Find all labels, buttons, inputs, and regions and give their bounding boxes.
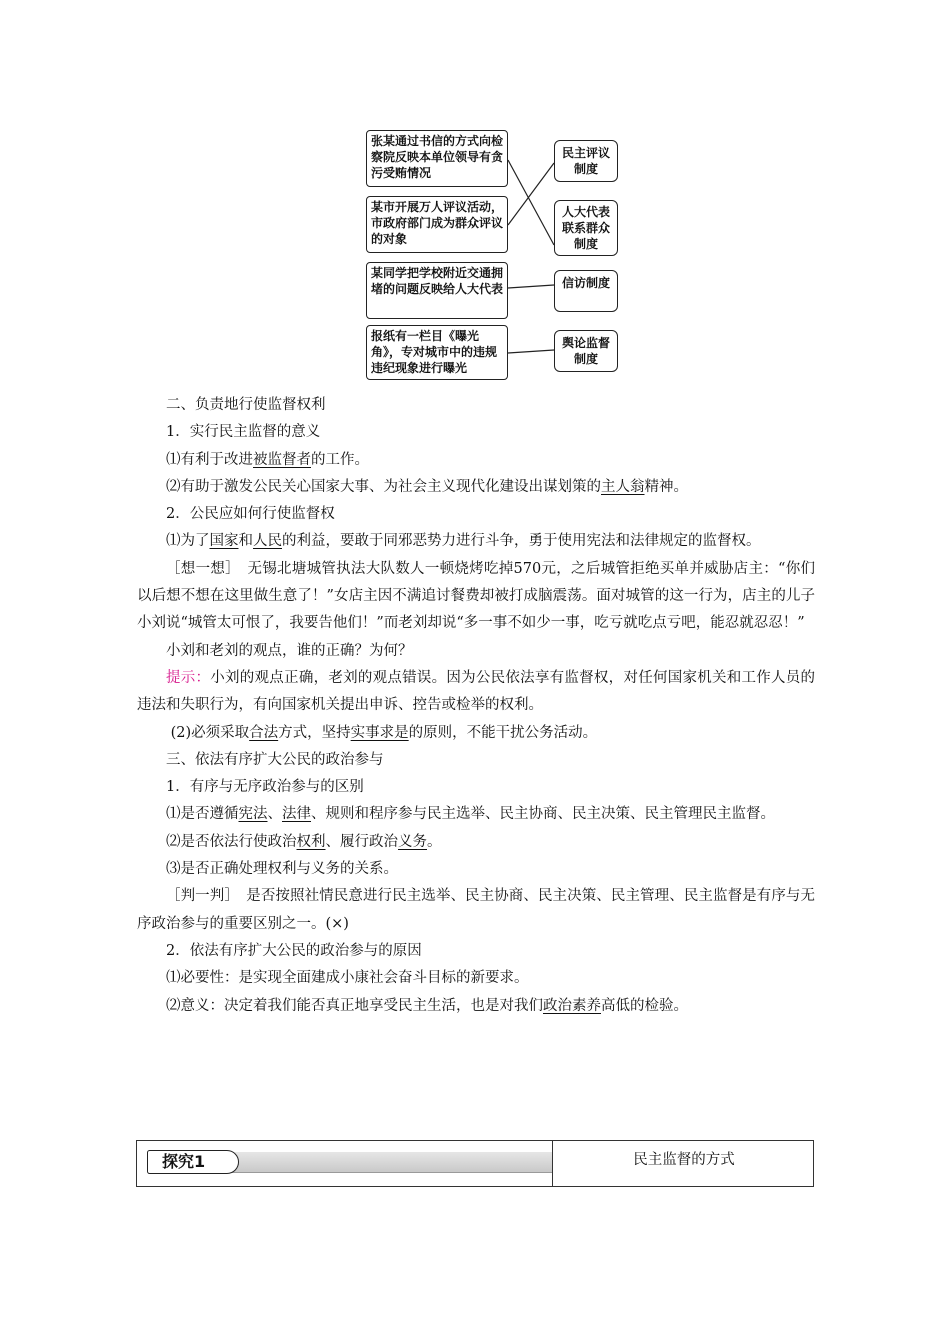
key-term: 被监督者: [253, 451, 311, 468]
paragraph: ⑴必要性：是实现全面建成小康社会奋斗目标的新要求。: [166, 970, 529, 987]
paragraph: ⑶是否正确处理权利与义务的关系。: [166, 861, 398, 878]
subheading: 1．实行民主监督的意义: [166, 424, 321, 441]
question: 小刘和老刘的观点，谁的正确？为何？: [166, 642, 413, 659]
subheading: 2．公民应如何行使监督权: [166, 506, 335, 523]
key-term: 人民: [253, 533, 282, 550]
key-term: 法律: [282, 806, 311, 823]
key-term: 权利: [296, 833, 326, 850]
paragraph: ⑵是否依法行使政治权利、履行政治义务。: [166, 833, 442, 850]
system-box-1: 民主评议制度: [554, 140, 618, 182]
example-box-2: 某市开展万人评议活动，市政府部门成为群众评议的对象: [366, 196, 508, 253]
example-box-1: 张某通过书信的方式向检察院反映本单位领导有贪污受贿情况: [366, 130, 508, 187]
key-term: 宪法: [238, 806, 268, 823]
key-term: 合法: [249, 724, 279, 741]
section-heading: 三、依法有序扩大公民的政治参与: [166, 751, 384, 768]
system-box-2: 人大代表联系群众制度: [554, 200, 618, 256]
section-heading: 二、负责地行使监督权利: [166, 397, 326, 413]
explore-title: 民主监督的方式: [633, 1152, 735, 1168]
subheading: 2．依法有序扩大公民的政治参与的原因: [166, 942, 422, 959]
example-box-3: 某同学把学校附近交通拥堵的问题反映给人大代表: [366, 262, 508, 319]
key-term: 国家: [209, 533, 239, 550]
paragraph: ⑴为了国家和人民的利益，要敢于同邪恶势力进行斗争，勇于使用宪法和法律规定的监督权。: [166, 533, 761, 550]
hint-label: 提示：: [166, 669, 211, 686]
key-term: 义务: [398, 833, 427, 850]
system-box-4: 舆论监督制度: [554, 330, 618, 372]
key-term: 实事求是: [350, 724, 409, 741]
matching-diagram: [360, 125, 630, 385]
paragraph: ⑵意义：决定着我们能否真正地享受民主生活，也是对我们政治素养高低的检验。: [166, 997, 688, 1014]
example-box-4: 报纸有一栏目《曝光角》，专对城市中的违规违纪现象进行曝光: [366, 325, 508, 380]
explore-tag: 探究1: [147, 1150, 239, 1174]
hint-paragraph: 提示：小刘的观点正确，老刘的观点错误。因为公民依法享有监督权，对任何国家机关和工作人员的违法和失职行为，有向国家机关提出申诉、控告或检举的权利。: [137, 669, 816, 714]
paragraph: ⑴有利于改进被监督者的工作。: [166, 451, 369, 468]
paragraph: ⑵有助于激发公民关心国家大事、为社会主义现代化建设出谋划策的主人翁精神。: [166, 478, 688, 495]
judge-paragraph: ［判一判］ 是否按照社情民意进行民主选举、民主协商、民主决策、民主管理、民主监督是有序与无序政治参与的重要区别之一。(×): [137, 888, 815, 932]
paragraph: (2)必须采取合法方式，坚持实事求是的原则，不能干扰公务活动。: [170, 724, 598, 741]
system-box-3: 信访制度: [554, 270, 618, 312]
explore-banner: [147, 1152, 552, 1174]
explore-table: [136, 1140, 814, 1187]
connector-line: [508, 285, 554, 288]
subheading: 1．有序与无序政治参与的区别: [166, 779, 364, 796]
body-text: [137, 392, 815, 1020]
think-paragraph: ［想一想］ 无锡北塘城管执法大队数人一顿烧烤吃掉570元，之后城管拒绝买单并威胁店主：“你们以后想不想在这里做生意了！”女店主因不满追讨餐费却被打成脑震荡。面对城管的这一行为，店主的儿子小刘说“城管太可恨了，我要告他们！”而老刘却说“多一事不如少一事，吃亏就吃点亏吧，能忍就忍忍！”: [137, 560, 815, 632]
connector-line: [508, 350, 554, 353]
paragraph: ⑴是否遵循宪法、法律、规则和程序参与民主选举、民主协商、民主决策、民主管理民主监督。: [166, 806, 775, 823]
key-term: 政治素养: [543, 997, 601, 1014]
key-term: 主人翁: [601, 478, 645, 495]
